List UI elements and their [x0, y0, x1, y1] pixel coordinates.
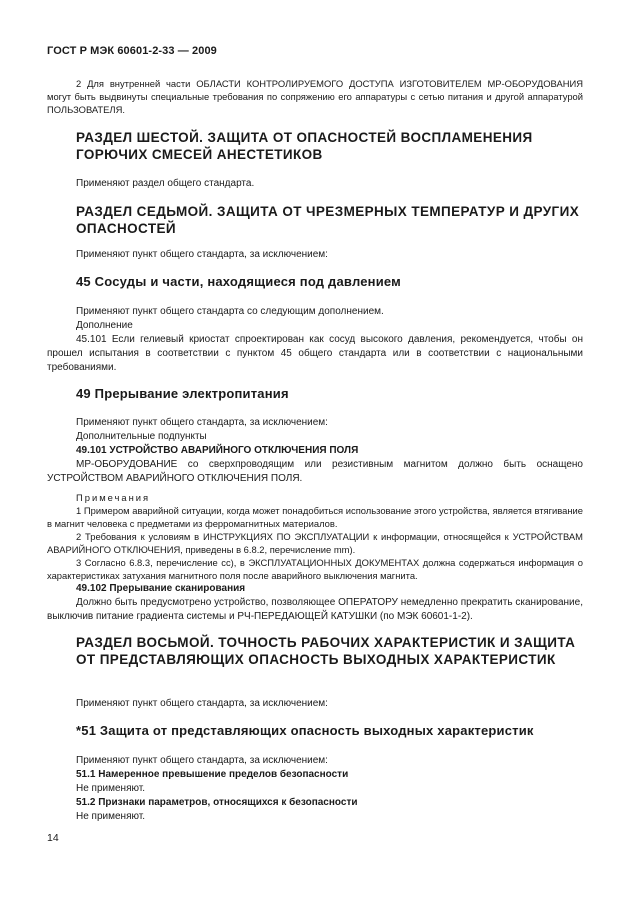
- note-item-1: 1 Примером аварийной ситуации, когда может понадобиться использование этого устройства, является втягивание в магнит человека с предметами из ферромагнитных материалов.: [47, 505, 583, 529]
- section-8-title: РАЗДЕЛ ВОСЬМОЙ. ТОЧНОСТЬ РАБОЧИХ ХАРАКТЕРИСТИК И ЗАЩИТА ОТ ПРЕДСТАВЛЯЮЩИХ ОПАСНОСТЬ ВЫХОДНЫХ ХАРАКТЕРИСТИК: [76, 635, 576, 667]
- clause-45-101: 45.101 Если гелиевый криостат спроектирован как сосуд высокого давления, рекомендуется, чтобы он прошел испытания в соответствии с пунктом 45 общего стандарта или в соответствии с национальными требованиями.: [47, 334, 583, 373]
- section-7-text: Применяют пункт общего стандарта, за исключением:: [76, 249, 328, 260]
- clause-49-title: 49 Прерывание электропитания: [76, 386, 289, 401]
- clause-49-body: [47, 416, 583, 486]
- clause-49-102-title: 49.102 Прерывание сканирования: [76, 583, 246, 594]
- section-8-text: Применяют пункт общего стандарта, за исключением:: [76, 698, 328, 709]
- clause-45-line-2: Дополнение: [76, 320, 133, 331]
- clause-51-2-title: 51.2 Признаки параметров, относящихся к безопасности: [76, 797, 358, 808]
- clause-45-body: [47, 305, 583, 375]
- note-2: 2 Для внутренней части ОБЛАСТИ КОНТРОЛИРУЕМОГО ДОСТУПА ИЗГОТОВИТЕЛЕМ МР-ОБОРУДОВАНИЯ могут быть выдвинуты специальные требования по сопряжению его аппаратуры с сетью питания и другой аппаратурой ПОЛЬЗОВАТЕЛЯ.: [47, 78, 583, 115]
- clause-49-102: [47, 582, 583, 624]
- clause-45-line-1: Применяют пункт общего стандарта со следующим дополнением.: [76, 306, 384, 317]
- notes-block: [47, 491, 583, 582]
- clause-51-1-title: 51.1 Намеренное превышение пределов безопасности: [76, 769, 349, 780]
- clause-51-1-text: Не применяют.: [76, 783, 146, 794]
- clause-49-102-text: Должно быть предусмотрено устройство, позволяющее ОПЕРАТОРУ немедленно прекратить сканирование, выключив питание градиента системы и РЧ-ПЕРЕДАЮЩЕЙ КАТУШКИ (по МЭК 60601-1-2).: [47, 597, 583, 622]
- document-header: ГОСТ Р МЭК 60601-2-33 — 2009: [47, 45, 217, 57]
- clause-49-101-title: 49.101 УСТРОЙСТВО АВАРИЙНОГО ОТКЛЮЧЕНИЯ ПОЛЯ: [76, 445, 359, 456]
- note-item-2: 2 Требования к условиям в ИНСТРУКЦИЯХ ПО ЭКСПЛУАТАЦИИ к информации, относящейся к УСТРОЙСТВАМ АВАРИЙНОГО ОТКЛЮЧЕНИЯ, приведены в 6.8.2, перечисление mm).: [47, 531, 583, 555]
- clause-49-101-text: МР-ОБОРУДОВАНИЕ со сверхпроводящим или резистивным магнитом должно быть оснащено УСТРОЙСТВОМ АВАРИЙНОГО ОТКЛЮЧЕНИЯ ПОЛЯ.: [47, 459, 583, 484]
- section-6-text: Применяют раздел общего стандарта.: [76, 178, 255, 189]
- clause-51-title: *51 Защита от представляющих опасность выходных характеристик: [76, 723, 534, 738]
- clause-45-title: 45 Сосуды и части, находящиеся под давлением: [76, 274, 401, 289]
- notes-label: Примечания: [76, 492, 151, 503]
- clause-51-body: [47, 754, 583, 824]
- clause-51-line-1: Применяют пункт общего стандарта, за исключением:: [76, 755, 328, 766]
- clause-49-line-1: Применяют пункт общего стандарта, за исключением:: [76, 417, 328, 428]
- page-number: 14: [47, 832, 59, 844]
- clause-49-line-2: Дополнительные подпункты: [76, 431, 207, 442]
- clause-51-2-text: Не применяют.: [76, 811, 146, 822]
- section-7-title: РАЗДЕЛ СЕДЬМОЙ. ЗАЩИТА ОТ ЧРЕЗМЕРНЫХ ТЕМПЕРАТУР И ДРУГИХ ОПАСНОСТЕЙ: [76, 204, 580, 236]
- note-item-3: 3 Согласно 6.8.3, перечисление cc), в ЭКСПЛУАТАЦИОННЫХ ДОКУМЕНТАХ должна содержаться информация о характеристиках затухания магнитного поля после аварийного выключения магнита.: [47, 557, 583, 581]
- section-6-title: РАЗДЕЛ ШЕСТОЙ. ЗАЩИТА ОТ ОПАСНОСТЕЙ ВОСПЛАМЕНЕНИЯ ГОРЮЧИХ СМЕСЕЙ АНЕСТЕТИКОВ: [76, 130, 533, 162]
